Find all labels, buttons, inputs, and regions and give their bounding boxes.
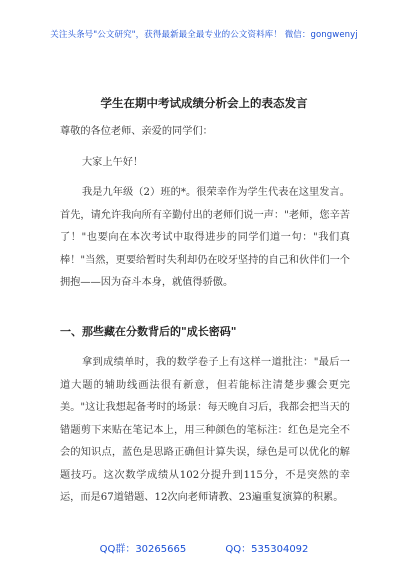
qq-group: QQ群：30265665	[99, 544, 187, 555]
page-title: 学生在期中考试成绩分析会上的表态发言	[100, 96, 308, 110]
greeting: 大家上午好！	[82, 157, 144, 168]
intro-paragraph: 我是九年级（2）班的*。很荣幸作为学生代表在这里发言。首先，请允许我向所有辛勤付出的老师们说一声："老师，您辛苦了！"也要向在本次考试中取得进步的同学们道一句："我们真棒！"当然，更要给暂时失利却仍在咬牙坚持的自己和伙伴们一个拥抱——因为奋斗本身，就值得骄傲。	[60, 187, 350, 288]
footer	[0, 540, 408, 555]
section-heading: 一、那些藏在分数背后的"成长密码"	[60, 325, 237, 338]
section-paragraph: 拿到成绩单时，我的数学卷子上有这样一道批注："最后一道大题的辅助线画法很有新意，但若能标注清楚步骤会更完美。"这让我想起备考时的场景：每天晚自习后，我都会把当天的错题剪下来贴在笔记本上，用三种颜色的笔标注：红色是完全不会的知识点，蓝色是思路正确但计算失误，绿色是可以优化的解题技巧。这次数学成绩从102分提升到115分，不是突然的幸运，而是67道错题、12次向老师请教、23遍重复演算的积累。	[60, 357, 350, 503]
header-note: 关注头条号"公文研究"，获得最新最全最专业的公文资料库！ 微信：gongwenyj	[50, 30, 358, 40]
salutation: 尊敬的各位老师、亲爱的同学们：	[60, 126, 213, 137]
qq-number: QQ：535304092	[225, 544, 309, 555]
